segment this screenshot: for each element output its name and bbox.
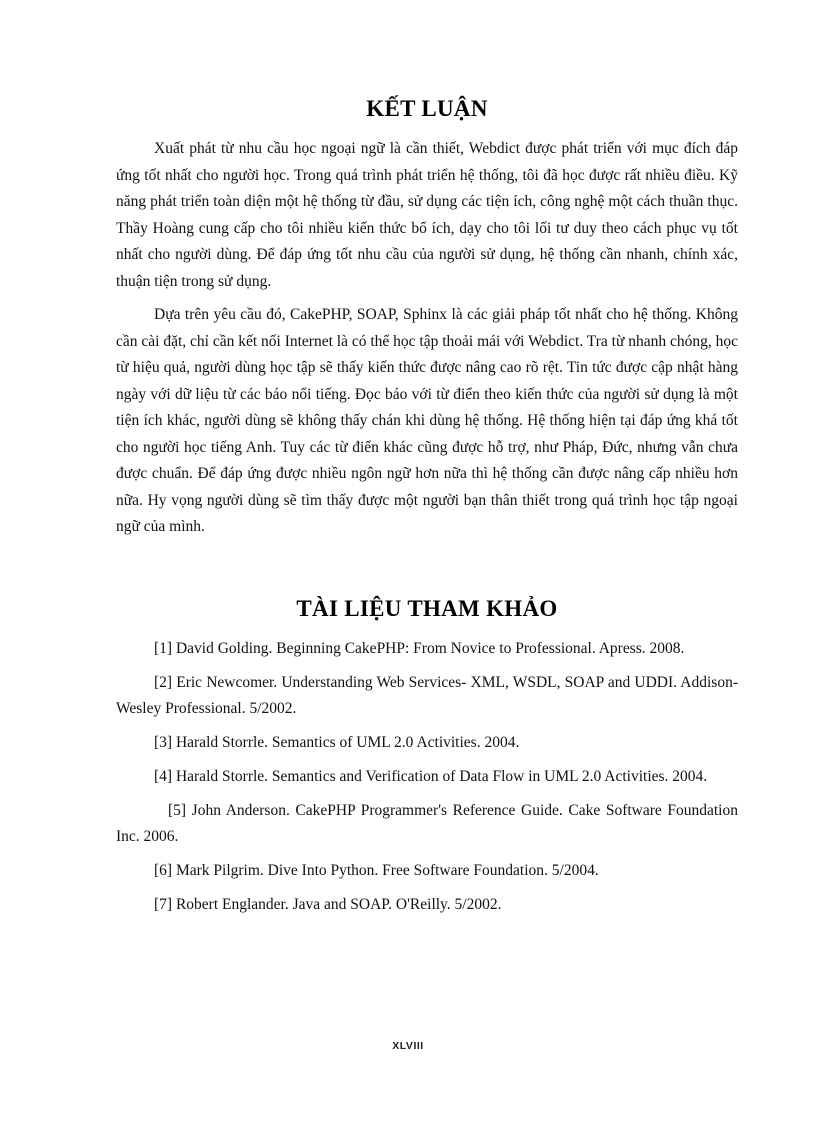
reference-item-2: [2] Eric Newcomer. Understanding Web Services- XML, WSDL, SOAP and UDDI. Addison-Wesley Professional. 5/2002. xyxy=(116,674,738,717)
conclusion-body xyxy=(116,136,738,541)
reference-item-1: [1] David Golding. Beginning CakePHP: From Novice to Professional. Apress. 2008. xyxy=(154,640,685,657)
references-heading: TÀI LIỆU THAM KHẢO xyxy=(296,596,558,621)
reference-item-4: [4] Harald Storrle. Semantics and Verification of Data Flow in UML 2.0 Activities. 2004. xyxy=(154,768,708,785)
document-page xyxy=(116,0,738,1123)
page-number: XLVIII xyxy=(392,1040,424,1052)
reference-item-3: [3] Harald Storrle. Semantics of UML 2.0 Activities. 2004. xyxy=(154,734,520,751)
conclusion-heading: KẾT LUẬN xyxy=(366,96,488,121)
references-list xyxy=(116,636,738,926)
reference-item-6: [6] Mark Pilgrim. Dive Into Python. Free Software Foundation. 5/2004. xyxy=(154,862,599,879)
conclusion-paragraph-1: Xuất phát từ nhu cầu học ngoại ngữ là cần thiết, Webdict được phát triển với mục đích đáp ứng tốt nhất cho người học. Trong quá trình phát triển hệ thống, tôi đã học được rất nhiều điều. Kỹ năng phát triển toàn diện một hệ thống từ đầu, sử dụng các tiện ích, công nghệ một cách thuần thục. Thầy Hoàng cung cấp cho tôi nhiều kiến thức bổ ích, dạy cho tôi lối tư duy theo cách phục vụ tốt nhất cho người dùng. Để đáp ứng tốt nhu cầu của người sử dụng, hệ thống cần nhanh, chính xác, thuận tiện trong sử dụng. xyxy=(116,140,738,290)
reference-item-5: [5] John Anderson. CakePHP Programmer's Reference Guide. Cake Software Foundation Inc. 2006. xyxy=(116,802,738,845)
reference-item-7: [7] Robert Englander. Java and SOAP. O'Reilly. 5/2002. xyxy=(154,896,502,913)
conclusion-paragraph-2: Dựa trên yêu cầu đó, CakePHP, SOAP, Sphinx là các giải pháp tốt nhất cho hệ thống. Không cần cài đặt, chỉ cần kết nối Internet là có thể học tập thoải mái với Webdict. Tra từ nhanh chóng, học từ hiệu quả, người dùng học tập sẽ thấy kiến thức được nâng cao rõ rệt. Tin tức được cập nhật hàng ngày với dữ liệu từ các báo nổi tiếng. Đọc báo với từ điển theo kiến thức của người sử dụng là một tiện ích khác, người dùng sẽ không thấy chán khi dùng hệ thống. Hệ thống hiện tại đáp ứng khá tốt cho người học tiếng Anh. Tuy các từ điển khác cũng được hỗ trợ, như Pháp, Đức, nhưng vẫn chưa được chuẩn. Để đáp ứng được nhiều ngôn ngữ hơn nữa thì hệ thống cần được nâng cấp nhiều hơn nữa. Hy vọng người dùng sẽ tìm thấy được một người bạn thân thiết trong quá trình học tập ngoại ngữ của mình. xyxy=(116,306,738,535)
